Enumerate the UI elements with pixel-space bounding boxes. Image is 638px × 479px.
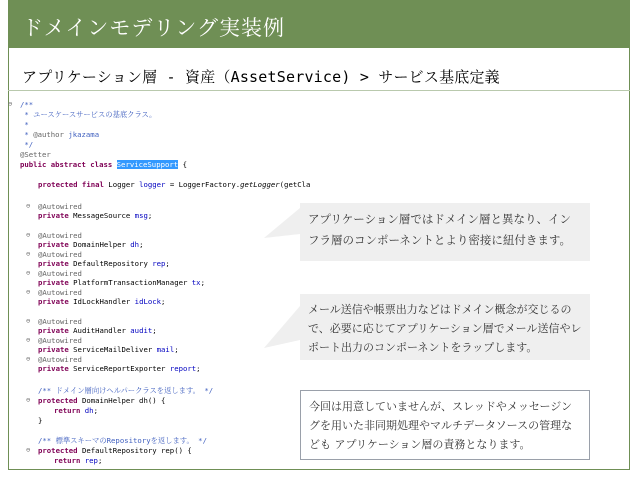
code-type: Logger — [108, 180, 140, 189]
code-text: DomainHelper dh() { — [81, 396, 166, 405]
code-text: ; — [152, 326, 157, 335]
return-statement — [54, 406, 98, 416]
callout-async-note: 今回は用意していませんが、スレッドやメッセージングを用いた非同期処理やマルチデータソースの管理なども アプリケーション層の責務となります。 — [300, 390, 590, 460]
code-text: ; — [93, 406, 98, 415]
callout-mail-report-note: メール送信や帳票出力などはドメイン概念が交じるので、必要に応じてアプリケーション層でメール送信やレポート出力のコンポーネントをラップします。 — [300, 294, 590, 360]
fold-marker-icon[interactable]: ⊖ — [26, 250, 31, 258]
code-keyword: protected final — [38, 180, 109, 189]
code-keyword: private — [38, 259, 74, 268]
code-keyword: protected — [38, 446, 82, 455]
code-editor — [8, 100, 311, 465]
javadoc-tag: @author — [33, 130, 64, 139]
code-text: (getCla — [279, 180, 311, 189]
code-type: ServiceReportExporter — [73, 364, 170, 373]
code-field: rep — [84, 456, 98, 465]
code-line: */ — [20, 140, 34, 149]
fold-marker-icon[interactable]: ⊖ — [26, 317, 31, 325]
code-field: msg — [134, 211, 148, 220]
code-keyword: private — [38, 364, 74, 373]
code-text: ; — [174, 345, 179, 354]
callout-pointer — [262, 300, 302, 360]
code-type: DomainHelper — [73, 240, 131, 249]
author-name: jkazama — [63, 130, 100, 139]
code-keyword: public abstract class — [20, 160, 117, 169]
field-declaration — [38, 297, 165, 307]
code-type: ServiceMailDeliver — [73, 345, 157, 354]
slide-title: ドメインモデリング実装例 — [22, 16, 285, 40]
code-text: DefaultRepository rep() { — [81, 446, 192, 455]
code-text: ; — [165, 259, 170, 268]
selected-class-name[interactable]: ServiceSupport — [116, 160, 179, 169]
code-keyword: private — [38, 211, 74, 220]
code-comment: /** — [20, 100, 34, 109]
method-declaration — [26, 446, 192, 456]
code-field: report — [169, 364, 197, 373]
code-keyword: return — [54, 456, 85, 465]
fold-marker-icon[interactable]: ⊖ — [26, 269, 31, 277]
code-field: logger — [139, 180, 166, 189]
fold-marker-icon[interactable]: ⊖ — [26, 231, 31, 239]
fold-marker-icon[interactable]: ⊖ — [26, 336, 31, 344]
code-field: audit — [130, 326, 153, 335]
code-text: { — [178, 160, 187, 169]
code-line: } — [38, 416, 43, 425]
code-keyword: private — [38, 297, 74, 306]
code-keyword: return — [54, 406, 85, 415]
fold-marker-icon[interactable]: ⊖ — [26, 355, 31, 363]
code-text: ; — [147, 211, 153, 220]
callout-pointer — [262, 200, 302, 250]
annotation-text: @Autowired — [38, 336, 82, 345]
code-keyword: private — [38, 345, 74, 354]
fold-marker-icon[interactable]: ⊖ — [26, 288, 31, 296]
fold-marker-icon[interactable]: ⊖ — [26, 396, 31, 404]
code-field: dh — [130, 240, 140, 249]
field-declaration — [38, 211, 152, 221]
code-type: IdLockHandler — [73, 297, 135, 306]
code-text: ; — [200, 278, 205, 287]
method-declaration — [26, 396, 166, 406]
method-comment: /** ドメイン層向けヘルパークラスを返します。 */ — [38, 386, 214, 395]
fold-marker-icon[interactable]: ⊖ — [26, 202, 31, 210]
code-keyword: protected — [38, 396, 82, 405]
fold-marker-icon[interactable]: ⊖ — [26, 446, 31, 454]
field-declaration — [38, 278, 205, 288]
code-text: ; — [161, 297, 166, 306]
annotation-text: @Autowired — [38, 269, 82, 278]
fold-marker-icon[interactable]: ⊖ — [8, 100, 13, 108]
annotation-text: @Autowired — [38, 250, 82, 259]
code-field: dh — [84, 406, 94, 415]
code-text: ; — [196, 364, 201, 373]
code-field: mail — [156, 345, 175, 354]
code-keyword: private — [38, 278, 74, 287]
code-text: ; — [139, 240, 144, 249]
code-line: * ユースケースサービスの基底クラス。 — [20, 110, 157, 119]
annotation-text: @Autowired — [38, 317, 82, 326]
annotation-text: @Autowired — [38, 231, 82, 240]
code-field: idLock — [134, 297, 162, 306]
return-statement — [54, 456, 102, 466]
code-type: AuditHandler — [73, 326, 131, 335]
callout-infrastructure-note: アプリケーション層ではドメイン層と異なり、インフラ層のコンポーネントとより密接に紐付きます。 — [300, 203, 590, 261]
annotation-text: @Autowired — [38, 202, 82, 211]
code-line: * — [20, 120, 29, 129]
code-type: MessageSource — [73, 211, 135, 220]
logger-declaration — [38, 180, 310, 190]
code-field: rep — [152, 259, 166, 268]
slide-subtitle: アプリケーション層 - 資産（AssetService) > サービス基底定義 — [22, 68, 500, 86]
field-declaration — [38, 259, 170, 269]
field-declaration — [38, 240, 143, 250]
annotation-text: @Autowired — [38, 288, 82, 297]
subtitle-divider — [8, 90, 630, 91]
method-comment: /** 標準スキーマのRepositoryを返します。 */ — [38, 436, 207, 445]
code-line: * @author jkazama — [20, 130, 100, 139]
field-declaration — [38, 345, 179, 355]
code-type: DefaultRepository — [73, 259, 153, 268]
field-declaration — [38, 326, 157, 336]
code-keyword: private — [38, 240, 74, 249]
code-line: @Setter — [20, 150, 51, 159]
code-text: ; — [97, 456, 103, 465]
code-field: tx — [191, 278, 201, 287]
code-keyword: private — [38, 326, 74, 335]
code-text: = LoggerFactory. — [165, 180, 241, 189]
code-line — [8, 100, 34, 110]
code-call: getLogger — [240, 180, 280, 189]
field-declaration — [38, 364, 201, 374]
class-declaration — [20, 160, 187, 170]
code-type: PlatformTransactionManager — [73, 278, 192, 287]
annotation-text: @Autowired — [38, 355, 82, 364]
